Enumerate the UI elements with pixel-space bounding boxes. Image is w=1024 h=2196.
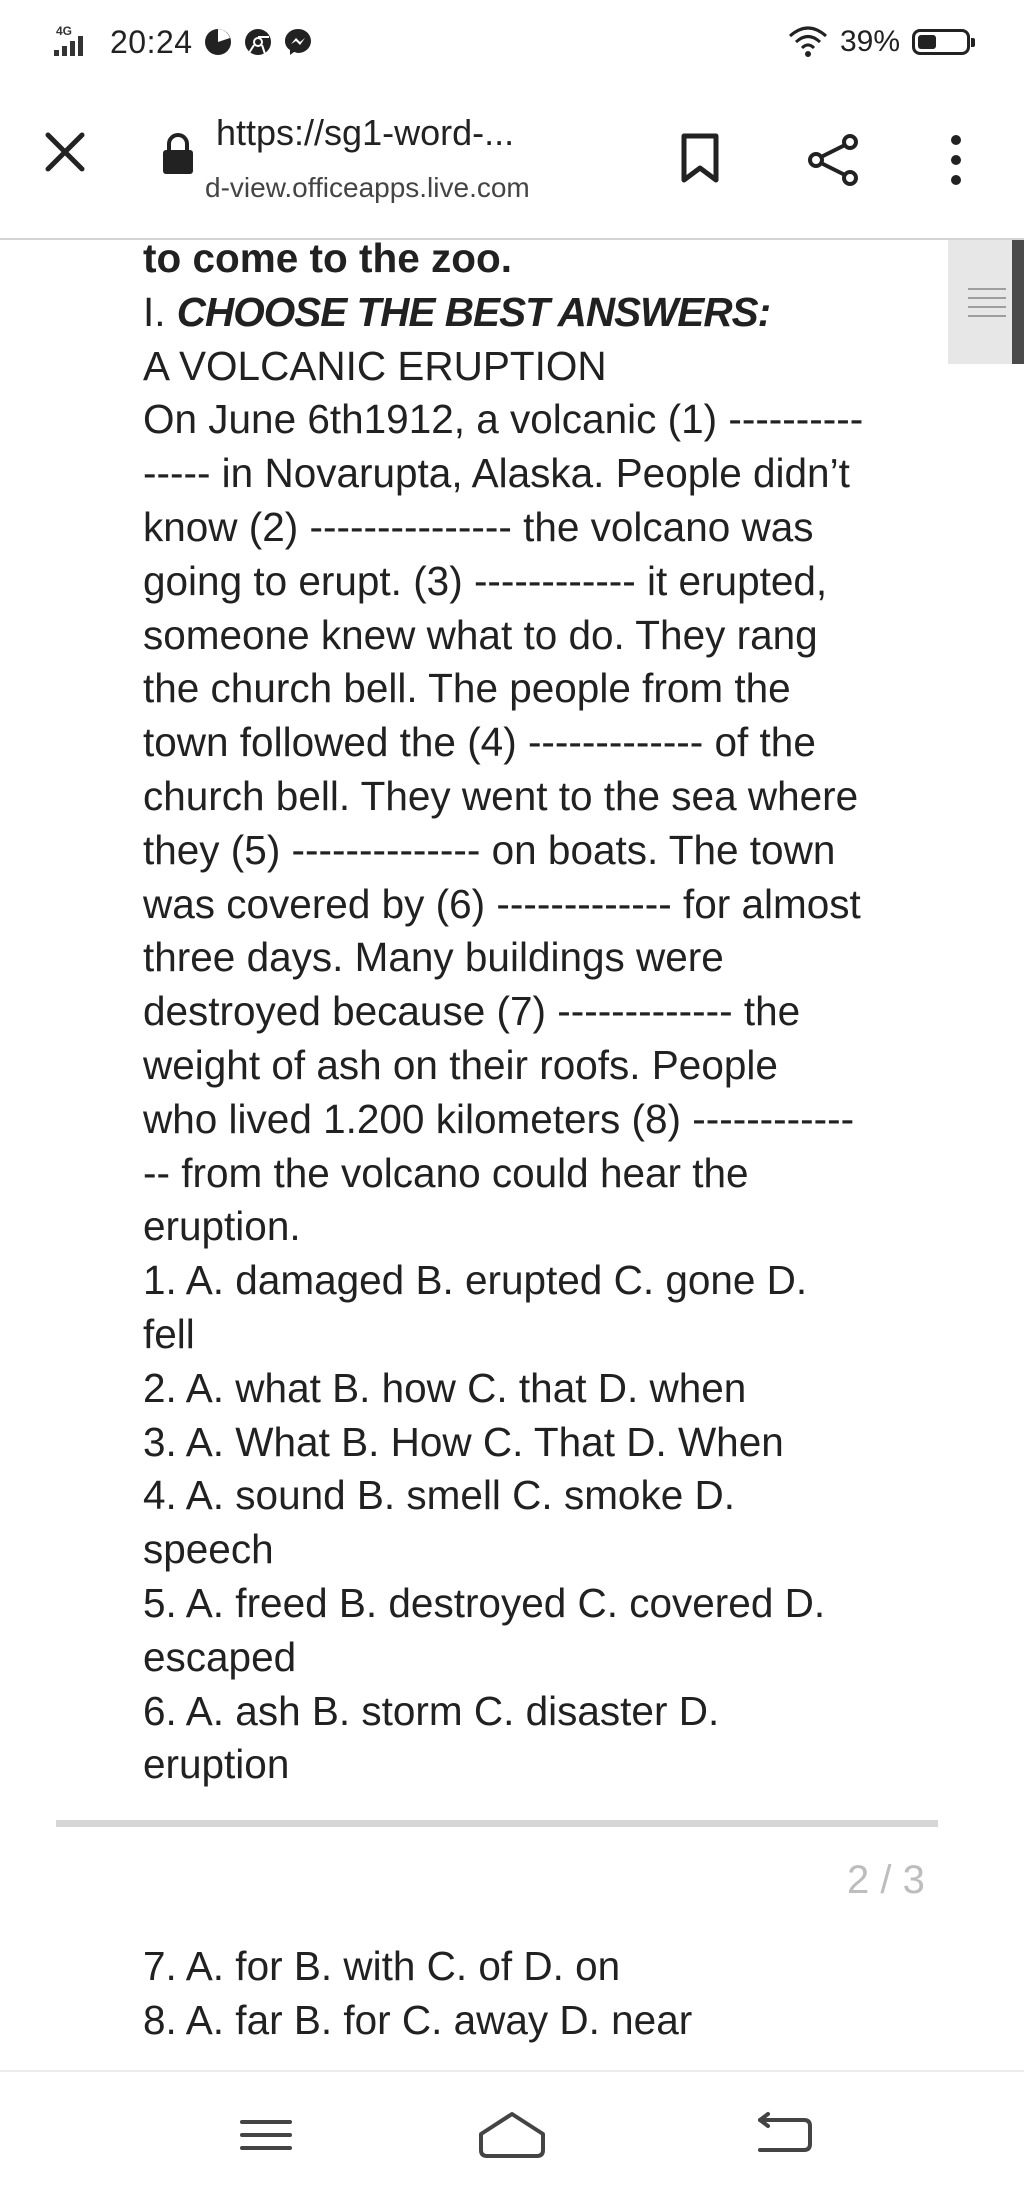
answer-options	[143, 1254, 943, 1792]
status-time: 20:24	[110, 23, 193, 60]
battery-fill	[918, 35, 936, 49]
passage-line: was covered by (6) ------------- for almost	[143, 880, 861, 927]
passage-line: three days. Many buildings were	[143, 934, 724, 981]
messenger-icon	[283, 27, 313, 57]
option-line: 5. A. freed B. destroyed C. covered D.	[143, 1579, 826, 1626]
passage-line: who lived 1.200 kilometers (8) ------------	[143, 1095, 855, 1142]
page-separator	[56, 1820, 938, 1827]
scrollbar-edge	[1012, 240, 1024, 364]
section-heading-text: CHOOSE THE BEST ANSWERS:	[176, 288, 771, 335]
share-icon[interactable]	[805, 132, 861, 188]
passage-line: town followed the (4) ------------- of the	[143, 719, 816, 766]
browser-toolbar	[0, 80, 1024, 238]
wifi-icon	[788, 26, 828, 58]
passage-line: know (2) --------------- the volcano was	[143, 503, 814, 550]
option-line: 8. A. far B. for C. away D. near	[143, 1996, 693, 2043]
back-icon[interactable]	[748, 2110, 818, 2160]
url-text[interactable]: https://sg1-word-...	[216, 112, 515, 153]
bookmark-icon[interactable]	[678, 132, 722, 184]
passage-line: church bell. They went to the sea where	[143, 772, 859, 819]
option-line: 3. A. What B. How C. That D. When	[143, 1418, 784, 1465]
status-bar	[0, 0, 1024, 80]
page-indicator: 2 / 3	[847, 1858, 925, 1902]
passage-line: they (5) -------------- on boats. The town	[143, 826, 836, 873]
url-domain[interactable]: d-view.officeapps.live.com	[205, 172, 530, 203]
home-icon[interactable]	[477, 2110, 547, 2160]
network-type: 4G	[56, 24, 73, 38]
answer-options-continued	[143, 1940, 943, 2048]
option-line: eruption	[143, 1741, 290, 1788]
cell-signal-icon	[54, 24, 100, 60]
passage-line: going to erupt. (3) ------------ it erupted,	[143, 557, 828, 604]
scrollbar-thumb[interactable]	[948, 240, 1024, 364]
option-line: 2. A. what B. how C. that D. when	[143, 1364, 747, 1411]
option-line: 7. A. for B. with C. of D. on	[143, 1943, 621, 1989]
navigation-bar	[0, 2070, 1024, 2196]
passage-line: the church bell. The people from the	[143, 665, 791, 712]
status-left	[54, 20, 313, 64]
recent-apps-icon[interactable]	[232, 2110, 302, 2160]
passage-line: -- from the volcano could hear the	[143, 1149, 749, 1196]
option-line: 6. A. ash B. storm C. disaster D.	[143, 1687, 720, 1734]
more-options-icon[interactable]	[944, 132, 968, 188]
battery-percent: 39%	[839, 25, 900, 58]
partial-line: to come to the zoo.	[143, 235, 512, 281]
battery-icon	[912, 29, 970, 55]
passage-title: A VOLCANIC ERUPTION	[143, 342, 607, 389]
option-line: speech	[143, 1526, 274, 1573]
document-page	[143, 232, 943, 1792]
passage-line: eruption.	[143, 1203, 301, 1250]
pie-icon	[203, 27, 233, 57]
passage-line: someone knew what to do. They rang	[143, 611, 818, 658]
status-right	[788, 20, 970, 64]
option-line: 1. A. damaged B. erupted C. gone D.	[143, 1257, 808, 1304]
passage-line: On June 6th1912, a volcanic (1) ----------	[143, 396, 864, 443]
lock-icon	[160, 132, 196, 176]
section-heading	[143, 286, 943, 340]
scroll-grip-icon	[968, 288, 1006, 324]
passage-line: destroyed because (7) ------------- the	[143, 988, 801, 1035]
passage-text	[143, 393, 943, 1254]
option-line: fell	[143, 1310, 195, 1357]
section-number: I.	[143, 288, 166, 335]
option-line: 4. A. sound B. smell C. smoke D.	[143, 1472, 735, 1519]
option-line: escaped	[143, 1633, 297, 1680]
chrome-icon	[243, 27, 273, 57]
document-page-next	[143, 1940, 943, 2048]
close-icon[interactable]	[40, 127, 90, 177]
passage-line: ----- in Novarupta, Alaska. People didn’t	[143, 450, 850, 497]
passage-line: weight of ash on their roofs. People	[143, 1041, 778, 1088]
